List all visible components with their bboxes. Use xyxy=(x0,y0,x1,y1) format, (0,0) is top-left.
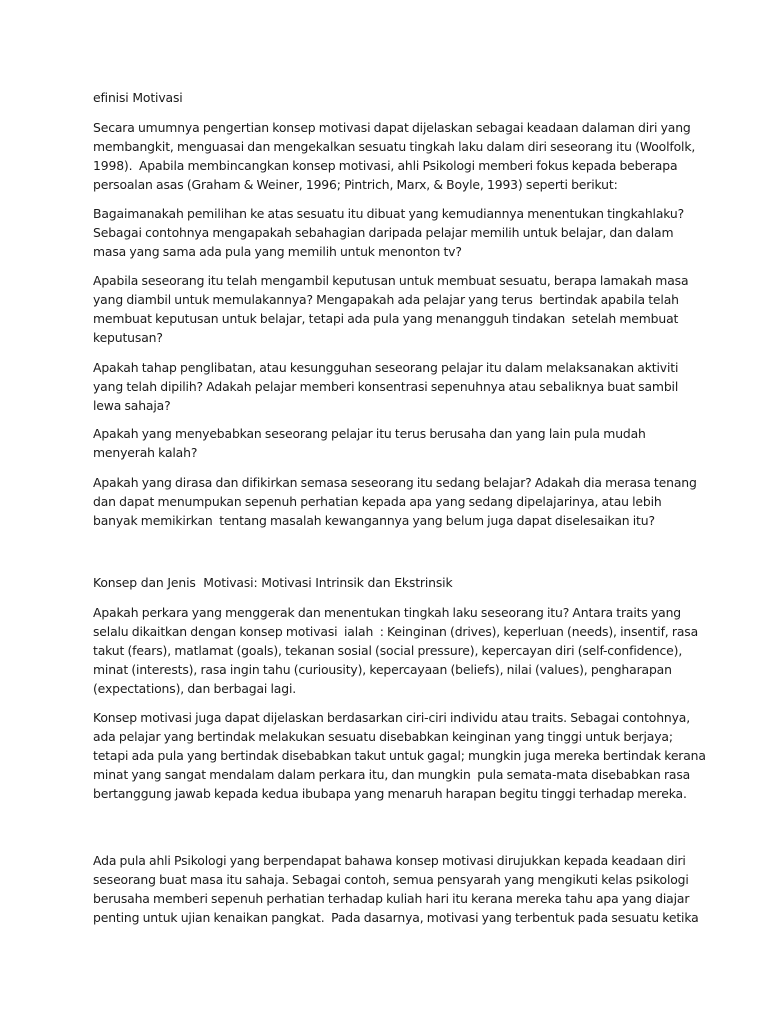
section-heading-definisi: efinisi Motivasi xyxy=(93,90,183,105)
paragraph-line: membangkit, menguasai dan mengekalkan sesuatu tingkah laku dalam diri seseorang itu (Woolfolk, xyxy=(93,139,696,154)
paragraph-line: takut (fears), matlamat (goals), tekanan sosial (social pressure), kepercayan diri (self-confidence), xyxy=(93,643,683,658)
paragraph-line: penting untuk ujian kenaikan pangkat. Pada dasarnya, motivasi yang terbentuk pada sesuatu ketika xyxy=(93,910,699,925)
paragraph-5 xyxy=(93,424,693,462)
paragraph-line: menyerah kalah? xyxy=(93,445,198,460)
paragraph-line: Bagaimanakah pemilihan ke atas sesuatu itu dibuat yang kemudiannya menentukan tingkahlaku? xyxy=(93,206,685,221)
paragraph-line: dan dapat menumpukan sepenuh perhatian kepada apa yang sedang dipelajarinya, atau lebih xyxy=(93,494,662,509)
paragraph-line: yang telah dipilih? Adakah pelajar memberi konsentrasi sepenuhnya atau sebaliknya buat sambil xyxy=(93,379,679,394)
paragraph-line: selalu dikaitkan dengan konsep motivasi ialah : Keinginan (drives), keperluan (needs), insentif, rasa xyxy=(93,624,699,639)
paragraph-line: Secara umumnya pengertian konsep motivasi dapat dijelaskan sebagai keadaan dalaman diri yang xyxy=(93,120,691,135)
paragraph-line: Apakah yang menyebabkan seseorang pelajar itu terus berusaha dan yang lain pula mudah xyxy=(93,426,646,441)
paragraph-line: Apakah yang dirasa dan difikirkan semasa seseorang itu sedang belajar? Adakah dia merasa tenang xyxy=(93,475,697,490)
paragraph-line: Sebagai contohnya mengapakah sebahagian daripada pelajar memilih untuk belajar, dan dalam xyxy=(93,225,674,240)
paragraph-9 xyxy=(93,851,699,927)
section-heading-konsep: Konsep dan Jenis Motivasi: Motivasi Intrinsik dan Ekstrinsik xyxy=(93,575,453,590)
paragraph-line: membuat keputusan untuk belajar, tetapi ada pula yang menangguh tindakan setelah membuat xyxy=(93,311,679,326)
paragraph-line: Konsep motivasi juga dapat dijelaskan berdasarkan ciri-ciri individu atau traits. Sebagai contohnya, xyxy=(93,710,691,725)
paragraph-line: keputusan? xyxy=(93,330,163,345)
paragraph-line: yang diambil untuk memulakannya? Mengapakah ada pelajar yang terus bertindak apabila telah xyxy=(93,292,679,307)
paragraph-1 xyxy=(93,118,696,194)
paragraph-8 xyxy=(93,708,706,803)
paragraph-line: (expectations), dan berbagai lagi. xyxy=(93,681,297,696)
paragraph-line: minat yang sangat mendalam dalam perkara itu, dan mungkin pula semata-mata disebabkan rasa xyxy=(93,767,691,782)
paragraph-line: berusaha memberi sepenuh perhatian terhadap kuliah hari itu kerana mereka tahu apa yang diajar xyxy=(93,891,690,906)
paragraph-2 xyxy=(93,204,693,261)
paragraph-line: minat (interests), rasa ingin tahu (curiousity), kepercayaan (beliefs), nilai (values), pengharapan xyxy=(93,662,672,677)
paragraph-line: banyak memikirkan tentang masalah kewangannya yang belum juga dapat diselesaikan itu? xyxy=(93,513,655,528)
paragraph-line: Apabila seseorang itu telah mengambil keputusan untuk membuat sesuatu, berapa lamakah masa xyxy=(93,273,689,288)
paragraph-line: Ada pula ahli Psikologi yang berpendapat bahawa konsep motivasi dirujukkan kepada keadaan diri xyxy=(93,853,686,868)
paragraph-line: masa yang sama ada pula yang memilih untuk menonton tv? xyxy=(93,244,462,259)
paragraph-line: lewa sahaja? xyxy=(93,398,171,413)
paragraph-line: bertanggung jawab kepada kedua ibubapa yang menaruh harapan begitu tinggi terhadap mereka. xyxy=(93,786,687,801)
paragraph-line: Apakah tahap penglibatan, atau kesungguhan seseorang pelajar itu dalam melaksanakan aktiviti xyxy=(93,360,679,375)
paragraph-3 xyxy=(93,271,693,347)
paragraph-line: tetapi ada pula yang bertindak disebabkan takut untuk gagal; mungkin juga mereka bertindak kerana xyxy=(93,748,706,763)
paragraph-line: persoalan asas (Graham & Weiner, 1996; Pintrich, Marx, & Boyle, 1993) seperti berikut: xyxy=(93,177,618,192)
paragraph-7 xyxy=(93,603,699,698)
paragraph-6 xyxy=(93,473,697,530)
paragraph-line: ada pelajar yang bertindak melakukan sesuatu disebabkan keinginan yang tinggi untuk berjaya; xyxy=(93,729,673,744)
paragraph-line: seseorang buat masa itu sahaja. Sebagai contoh, semua pensyarah yang mengikuti kelas psikologi xyxy=(93,872,689,887)
paragraph-line: Apakah perkara yang menggerak dan menentukan tingkah laku seseorang itu? Antara traits yang xyxy=(93,605,682,620)
paragraph-line: 1998). Apabila membincangkan konsep motivasi, ahli Psikologi memberi fokus kepada beberapa xyxy=(93,158,678,173)
paragraph-4 xyxy=(93,358,693,415)
